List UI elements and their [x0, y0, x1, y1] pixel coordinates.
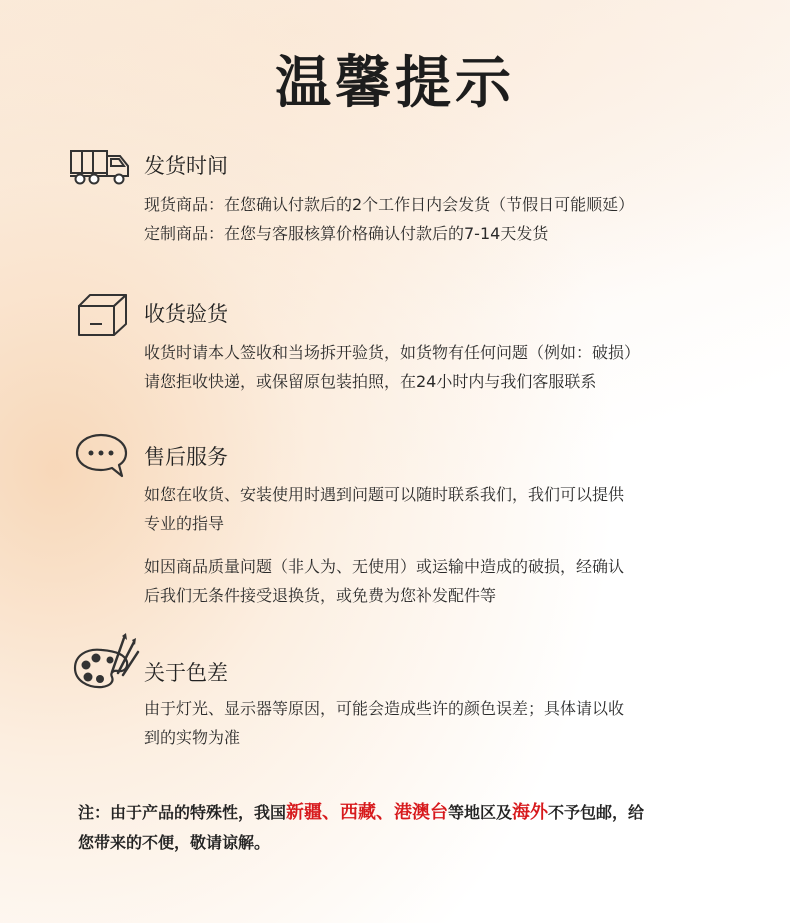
- section-title: 发货时间: [144, 154, 228, 178]
- text-line: 定制商品：在您与客服核算价格确认付款后的7-14天发货: [144, 224, 549, 243]
- note-suffix: 不予包邮，给: [548, 803, 645, 822]
- page-title: 温馨提示: [275, 51, 515, 116]
- box-icon: [74, 292, 134, 338]
- chat-bubble-icon: [74, 432, 130, 480]
- note-overseas-highlight: 海外: [512, 802, 549, 823]
- text-line: 如您在收货、安装使用时遇到问题可以随时联系我们，我们可以提供: [144, 485, 625, 504]
- text-line: 专业的指导: [144, 514, 225, 533]
- section-title: 售后服务: [144, 445, 228, 469]
- note-middle: 等地区及: [448, 803, 513, 822]
- truck-icon: [68, 146, 132, 186]
- note-region-highlight: 新疆、西藏、港澳台: [286, 802, 449, 823]
- palette-icon: [72, 632, 140, 694]
- note-line-1: [78, 798, 644, 828]
- section-title: 收货验货: [144, 302, 228, 326]
- text-line: 到的实物为准: [144, 728, 241, 747]
- text-line: 现货商品：在您确认付款后的2个工作日内会发货（节假日可能顺延）: [144, 195, 635, 214]
- section-title: 关于色差: [144, 661, 228, 685]
- text-line: 由于灯光、显示器等原因，可能会造成些许的颜色误差；具体请以收: [144, 699, 625, 718]
- paragraph: [144, 190, 634, 248]
- text-line: 收货时请本人签收和当场拆开验货，如货物有任何问题（例如：破损）: [144, 343, 641, 362]
- paragraph: [144, 694, 624, 752]
- note-line-2: 您带来的不便，敬请谅解。: [78, 833, 271, 852]
- paragraph: [144, 480, 624, 538]
- paragraph: [144, 338, 640, 396]
- text-line: 后我们无条件接受退换货，或免费为您补发配件等: [144, 586, 497, 605]
- text-line: 请您拒收快递，或保留原包装拍照，在24小时内与我们客服联系: [144, 372, 597, 391]
- paragraph: [144, 552, 624, 610]
- shipping-exclusion-note: [78, 798, 644, 858]
- note-prefix: 注：由于产品的特殊性，我国: [78, 803, 287, 822]
- text-line: 如因商品质量问题（非人为、无使用）或运输中造成的破损，经确认: [144, 557, 625, 576]
